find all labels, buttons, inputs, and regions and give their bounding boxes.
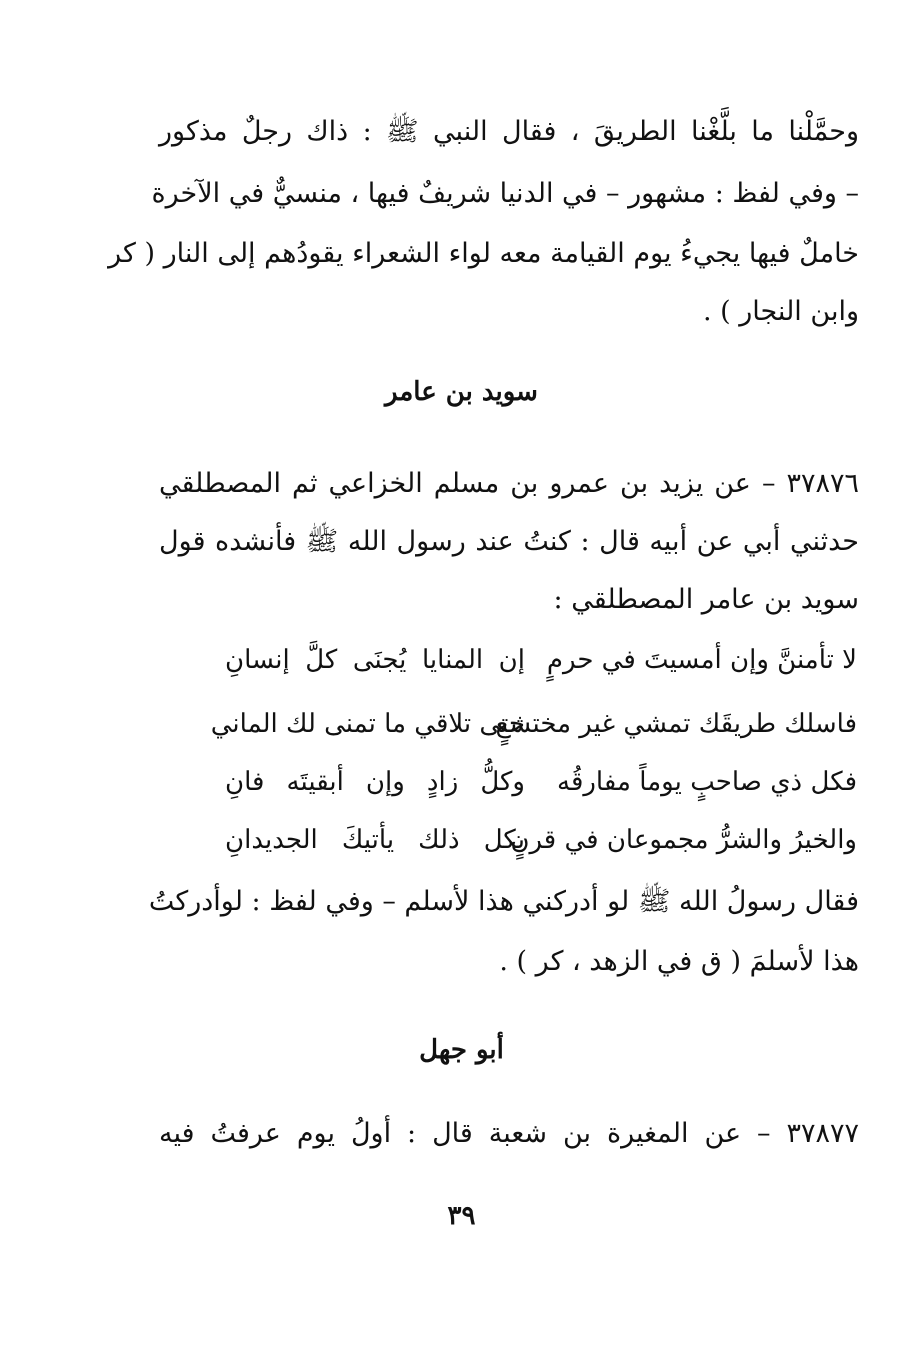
text-line: خاملٌ فيها يجيءُ يوم القيامة معه لواء الشعراء يقودُهم إلى النار ( كر xyxy=(108,238,859,269)
verse-first-half: والخيرُ والشرُّ مجموعان في قرنٍ xyxy=(510,825,857,855)
text-line: – وفي لفظ : مشهور – في الدنيا شريفٌ فيها ، منسيٌّ في الآخرة xyxy=(151,178,859,209)
verse-first-half: فاسلك طريقَك تمشي غير مختشعٍ xyxy=(495,709,857,739)
text-line: حدثني أبي عن أبيه قال : كنتُ عند رسول الله ﷺ فأنشده قول xyxy=(159,526,859,557)
verse-second-half: حتى تلاقي ما تمنى لك الماني xyxy=(210,709,525,739)
page-number: ٣٩ xyxy=(447,1201,476,1231)
text-line: سويد بن عامر المصطلقي : xyxy=(553,584,859,615)
text-line: هذا لأسلمَ ( ق في الزهد ، كر ) . xyxy=(499,946,859,977)
section-heading: أبو جهل xyxy=(419,1035,504,1065)
text-line: وابن النجار ) . xyxy=(702,296,859,327)
text-line: فقال رسولُ الله ﷺ لو أدركني هذا لأسلم – وفي لفظ : لوأدركتُ xyxy=(148,886,859,917)
verse-first-half: فكل ذي صاحبٍ يوماً مفارقُه xyxy=(557,767,857,797)
text-line: ٣٧٨٧٦ – عن يزيد بن عمرو بن مسلم الخزاعي ثم المصطلقي xyxy=(159,468,859,499)
text-line: وحمَّلْنا ما بلَّغْنا الطريقَ ، فقال النبي ﷺ : ذاك رجلٌ مذكور xyxy=(159,116,859,147)
verse-second-half: وكلُّ زادٍ وإن أبقيتَه فانِ xyxy=(225,767,525,797)
verse-second-half: إن المنايا يُجنَى كلَّ إنسانِ xyxy=(225,645,525,675)
verse-first-half: لا تأمننَّ وإن أمسيتَ في حرمٍ xyxy=(546,645,857,675)
section-heading: سويد بن عامر xyxy=(385,377,538,407)
verse-second-half: بكل ذلك يأتيكَ الجديدانِ xyxy=(225,825,525,855)
text-line: ٣٧٨٧٧ – عن المغيرة بن شعبة قال : أولُ يوم عرفتُ فيه xyxy=(159,1118,859,1149)
